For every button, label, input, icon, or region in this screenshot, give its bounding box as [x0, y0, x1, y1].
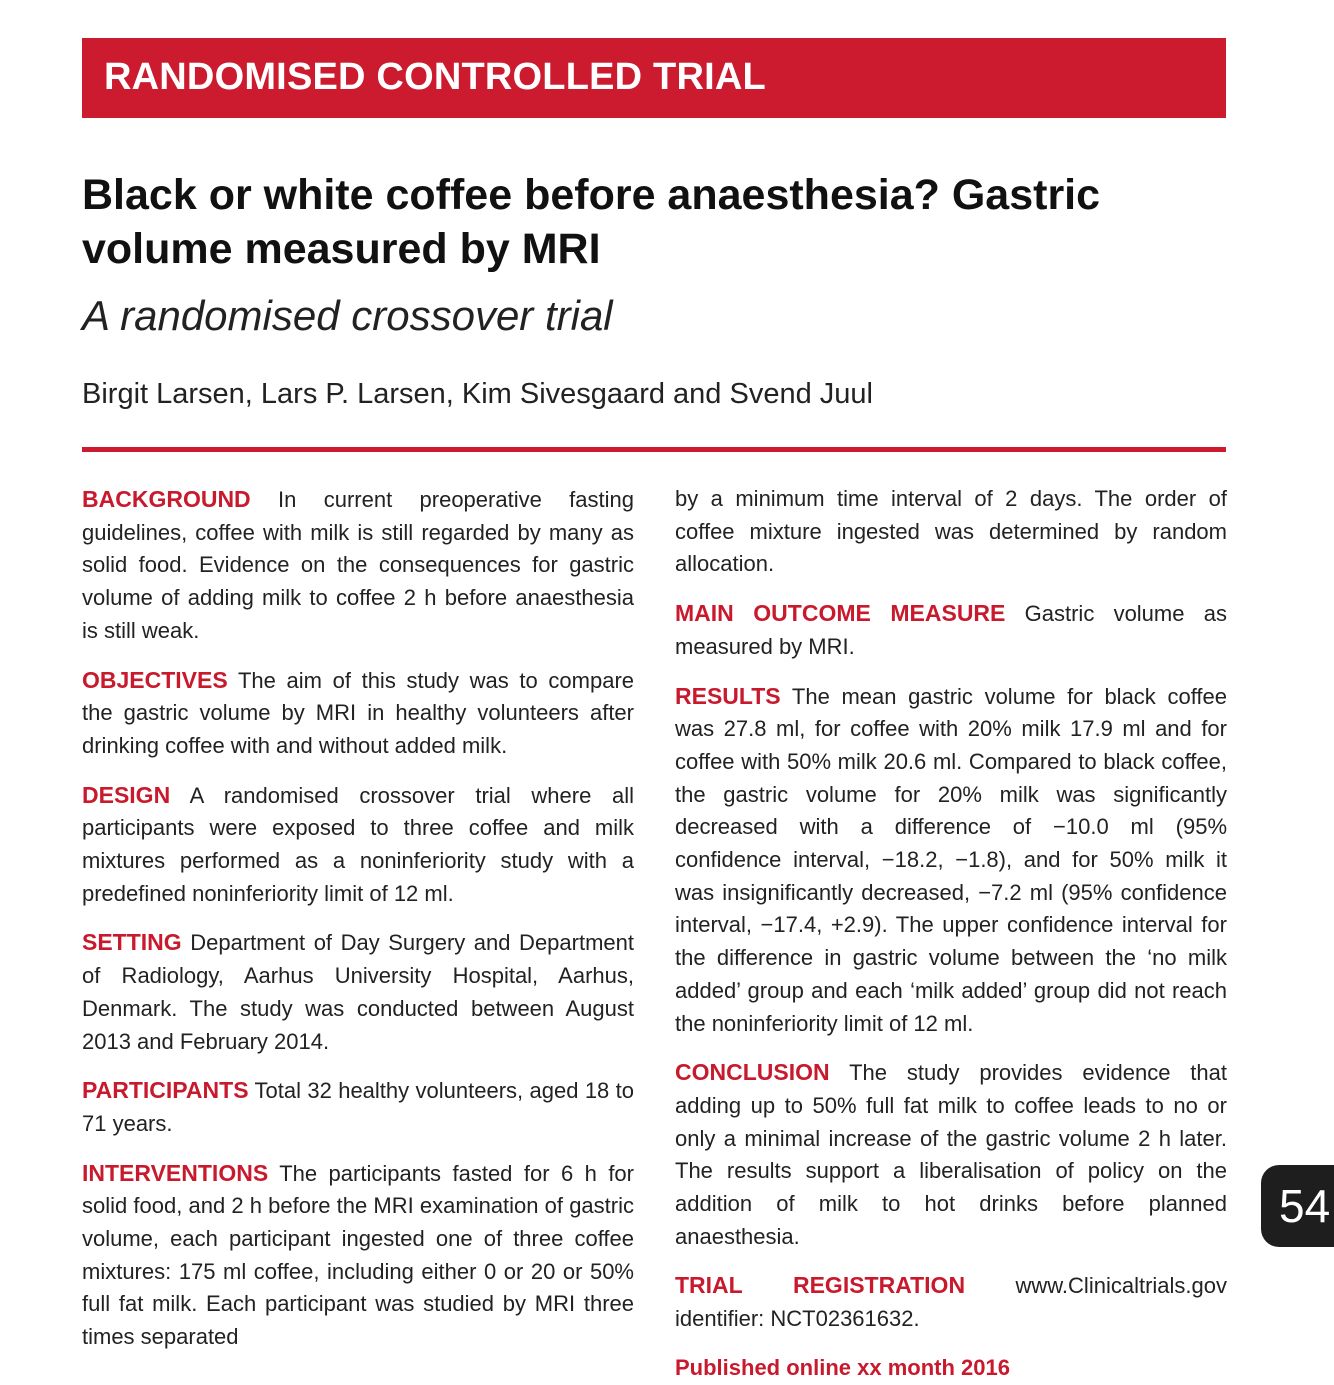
- trial-registration-label: TRIAL REGISTRATION: [675, 1272, 966, 1299]
- participants-label: PARTICIPANTS: [82, 1077, 249, 1104]
- header-divider: [82, 447, 1226, 452]
- results-text: The mean gastric volume for black coffee was 27.8 ml, for coffee with 20% milk 17.9 ml and for coffee with 50% milk 20.6 ml. Compared to black coffee, the gastric volume for 20% milk was significantly decreased with a difference of −10.0 ml (95% confidence interval, −18.2, −1.8), and for 50% milk it was insignificantly decreased, −7.2 ml (95% confidence interval, −17.4, +2.9). The upper confidence interval for the difference in gastric volume between the ‘no milk added’ group and each ‘milk added’ group did not reach the noninferiority limit of 12 ml.: [675, 683, 1227, 1036]
- objectives-label: OBJECTIVES: [82, 666, 228, 693]
- abstract-design: [82, 779, 634, 911]
- interventions-text: The participants fasted for 6 h for solid food, and 2 h before the MRI examination of gastric volume, each participant ingested one of three coffee mixtures: 175 ml coffee, including either 0 or 20 or 50% full fat milk. Each participant was studied by MRI three times separated: [82, 1160, 634, 1350]
- setting-text: Department of Day Surgery and Department of Radiology, Aarhus University Hospital, Aarhus, Denmark. The study was conducted between August 2013 and February 2014.: [82, 930, 634, 1054]
- objectives-text: The aim of this study was to compare the gastric volume by MRI in healthy volunteers after drinking coffee with and without added milk.: [82, 667, 635, 758]
- article-type-banner: [82, 38, 1226, 118]
- page-number-tab: [1261, 1165, 1334, 1247]
- conclusion-text: The study provides evidence that adding up to 50% full fat milk to coffee leads to no or only a minimal increase of the gastric volume 2 h later. The results support a liberalisation of policy on the addition of milk to hot drinks before planned anaesthesia.: [675, 1060, 1228, 1249]
- main-outcome-text: Gastric volume as measured by MRI.: [675, 601, 1227, 659]
- conclusion-label: CONCLUSION: [675, 1059, 830, 1086]
- abstract-interventions: [82, 1157, 634, 1354]
- interventions-continued: by a minimum time interval of 2 days. The order of coffee mixture ingested was determined by random allocation.: [675, 486, 1227, 577]
- background-label: BACKGROUND: [82, 486, 251, 512]
- abstract-trial-registration: [675, 1269, 1227, 1335]
- abstract-setting: [82, 926, 634, 1058]
- setting-label: SETTING: [82, 929, 182, 956]
- published-date: Published online xx month 2016: [675, 1354, 1010, 1380]
- abstract-column-left: [82, 483, 634, 1370]
- main-outcome-label: MAIN OUTCOME MEASURE: [675, 600, 1006, 627]
- abstract-main-outcome: [675, 597, 1227, 663]
- participants-text: Total 32 healthy volunteers, aged 18 to 71 years.: [82, 1078, 635, 1136]
- abstract-participants: [82, 1074, 634, 1140]
- article-subtitle: A randomised crossover trial: [82, 292, 613, 339]
- article-type-label: RANDOMISED CONTROLLED TRIAL: [104, 56, 766, 98]
- interventions-label: INTERVENTIONS: [82, 1159, 269, 1186]
- page-number: 54: [1279, 1180, 1331, 1232]
- background-text: In current preoperative fasting guidelines, coffee with milk is still regarded by many as solid food. Evidence on the consequences for gastric volume of adding milk to coffee 2 h before anaesthesia is still weak.: [82, 487, 634, 643]
- abstract-conclusion: [675, 1056, 1227, 1253]
- article-title: Black or white coffee before anaesthesia? Gastric volume measured by MRI: [82, 171, 1101, 273]
- abstract-column-right: [675, 483, 1227, 1385]
- author-list: Birgit Larsen, Lars P. Larsen, Kim Sivesgaard and Svend Juul: [82, 378, 873, 410]
- trial-registration-text: www.Clinicaltrials.gov identifier: NCT02361632.: [675, 1273, 1227, 1332]
- abstract-background: [82, 483, 634, 648]
- design-text: A randomised crossover trial where all participants were exposed to three coffee and milk mixtures performed as a noninferiority study with a predefined noninferiority limit of 12 ml.: [82, 782, 634, 906]
- results-label: RESULTS: [675, 682, 781, 709]
- design-label: DESIGN: [82, 781, 171, 808]
- abstract-results: [675, 680, 1227, 1041]
- abstract-objectives: [82, 664, 634, 763]
